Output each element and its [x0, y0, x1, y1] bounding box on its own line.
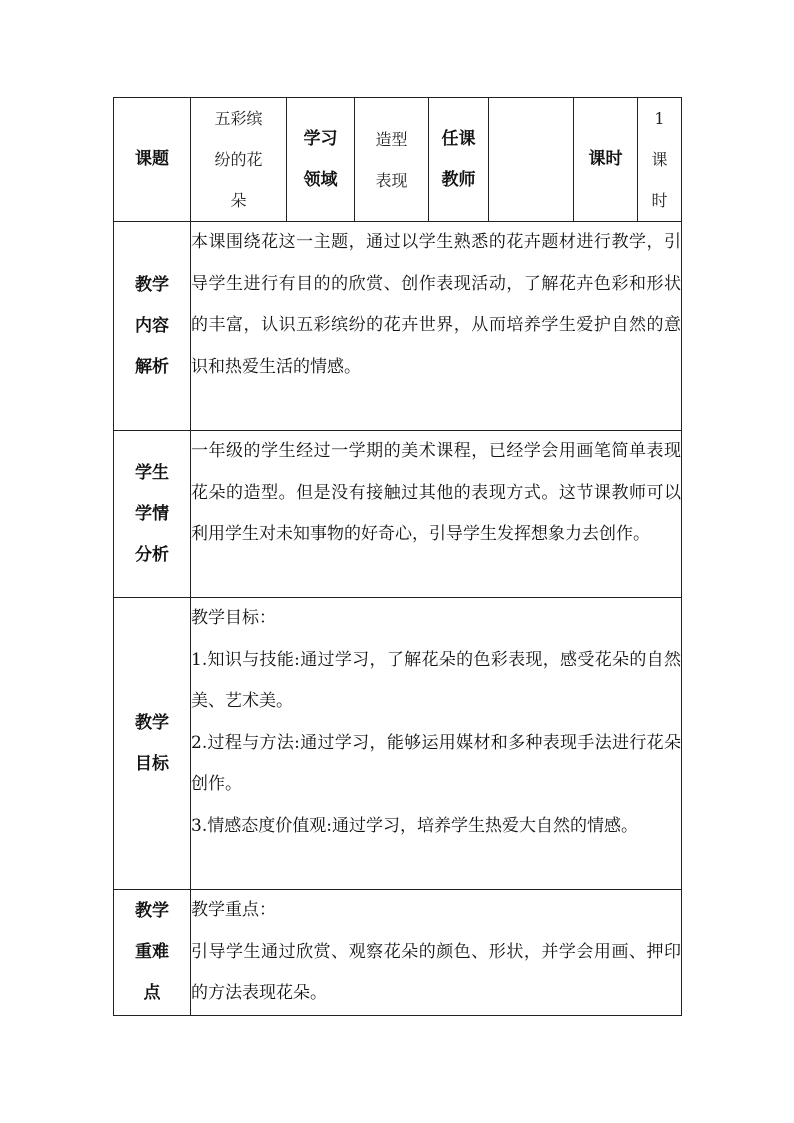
content-analysis-label: 教学 内容 解析 [114, 222, 191, 431]
student-analysis-label: 学生 学情 分析 [114, 431, 191, 598]
domain-value: 造型 表现 [355, 98, 429, 222]
content-analysis-text [191, 222, 682, 431]
objective-item-process: 2.过程与方法:通过学习，能够运用媒材和多种表现手法进行花朵创作。 [191, 732, 681, 795]
key-points-paragraph: 引导学生通过欣赏、观察花朵的颜色、形状，并学会用画、押印的方法表现花朵。 [191, 941, 681, 1004]
period-label: 课时 [574, 98, 638, 222]
student-analysis-row [114, 431, 682, 598]
topic-value: 五彩缤 纷的花 朵 [191, 98, 287, 222]
header-row [114, 98, 682, 222]
key-points-text [191, 890, 682, 1016]
key-points-label: 教学 重难 点 [114, 890, 191, 1016]
objectives-heading: 教学目标： [191, 608, 276, 628]
objectives-row [114, 598, 682, 890]
student-analysis-text [191, 431, 682, 598]
lesson-plan-table [113, 97, 682, 1016]
key-points-row [114, 890, 682, 1016]
teacher-value [489, 98, 574, 222]
student-analysis-paragraph: 一年级的学生经过一学期的美术课程，已经学会用画笔简单表现花朵的造型。但是没有接触过其他的表现方式。这节课教师可以利用学生对未知事物的好奇心，引导学生发挥想象力去创作。 [191, 441, 681, 545]
objectives-label: 教学 目标 [114, 598, 191, 890]
objective-item-attitude: 3.情感态度价值观:通过学习，培养学生热爱大自然的情感。 [191, 815, 638, 836]
key-points-heading: 教学重点： [191, 900, 276, 920]
topic-label: 课题 [114, 98, 191, 222]
domain-label: 学习 领域 [287, 98, 355, 222]
objectives-text [191, 598, 682, 890]
period-value: 1 课 时 [638, 98, 682, 222]
content-analysis-row [114, 222, 682, 431]
objective-item-knowledge: 1.知识与技能:通过学习，了解花朵的色彩表现，感受花朵的自然美、艺术美。 [191, 649, 681, 712]
teacher-label: 任课 教师 [429, 98, 489, 222]
content-analysis-paragraph: 本课围绕花这一主题，通过以学生熟悉的花卉题材进行教学，引导学生进行有目的的欣赏、创作表现活动，了解花卉色彩和形状的丰富，认识五彩缤纷的花卉世界，从而培养学生爱护自然的意识和热爱生活的情感。 [191, 232, 681, 377]
